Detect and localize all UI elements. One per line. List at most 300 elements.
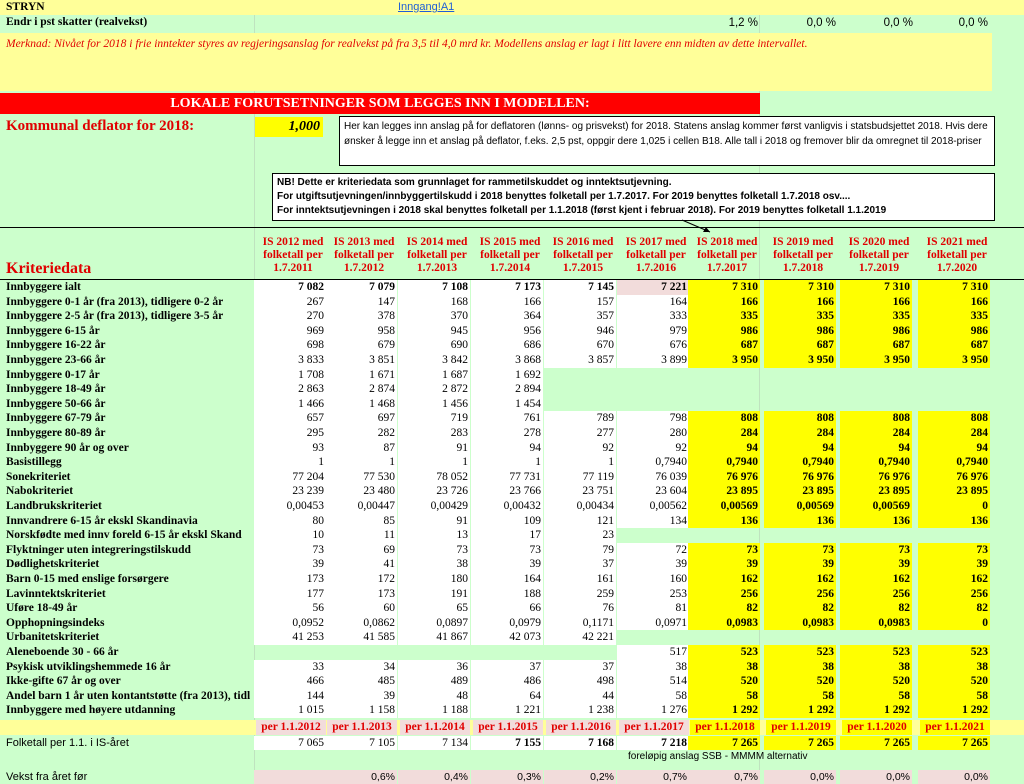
table-cell[interactable]: 76 976 <box>764 470 836 485</box>
table-cell[interactable]: 94 <box>840 441 912 456</box>
table-cell[interactable]: 60 <box>325 601 397 616</box>
table-cell[interactable]: 7 310 <box>688 280 760 295</box>
table-cell[interactable]: 37 <box>544 557 616 572</box>
table-cell[interactable]: 168 <box>398 295 470 310</box>
table-cell[interactable] <box>688 368 760 383</box>
table-cell[interactable]: 162 <box>918 572 990 587</box>
table-cell[interactable]: 256 <box>688 587 760 602</box>
table-cell[interactable]: 177 <box>254 587 326 602</box>
table-cell[interactable]: 91 <box>398 441 470 456</box>
table-cell[interactable]: 1 <box>471 455 543 470</box>
table-cell[interactable]: 91 <box>398 514 470 529</box>
table-cell[interactable] <box>764 397 836 412</box>
table-cell[interactable]: 191 <box>398 587 470 602</box>
tax-value-2020[interactable]: 0,0 % <box>883 17 913 29</box>
table-cell[interactable]: 3 842 <box>398 353 470 368</box>
table-cell[interactable]: 0,1171 <box>544 616 616 631</box>
table-cell[interactable]: 136 <box>840 514 912 529</box>
table-cell[interactable]: 498 <box>544 674 616 689</box>
table-cell[interactable] <box>764 382 836 397</box>
table-cell[interactable]: 7 310 <box>918 280 990 295</box>
table-cell[interactable]: 364 <box>471 309 543 324</box>
table-cell[interactable]: 79 <box>544 543 616 558</box>
table-cell[interactable]: 1 292 <box>918 703 990 718</box>
folketall-cell[interactable]: 7 065 <box>254 736 326 751</box>
table-cell[interactable]: 48 <box>398 689 470 704</box>
table-cell[interactable]: 969 <box>254 324 326 339</box>
table-cell[interactable]: 485 <box>325 674 397 689</box>
tax-value-2018[interactable]: 1,2 % <box>728 17 758 29</box>
folketall-cell[interactable]: 7 218 <box>617 736 689 751</box>
table-cell[interactable]: 808 <box>764 411 836 426</box>
table-cell[interactable]: 73 <box>688 543 760 558</box>
deflator-input[interactable]: 1,000 <box>255 117 323 137</box>
table-cell[interactable]: 92 <box>617 441 689 456</box>
table-cell[interactable]: 166 <box>918 295 990 310</box>
table-cell[interactable]: 56 <box>254 601 326 616</box>
folketall-cell[interactable]: 7 134 <box>398 736 470 751</box>
table-cell[interactable]: 1 466 <box>254 397 326 412</box>
table-cell[interactable]: 378 <box>325 309 397 324</box>
table-cell[interactable]: 253 <box>617 587 689 602</box>
table-cell[interactable]: 256 <box>918 587 990 602</box>
table-cell[interactable]: 85 <box>325 514 397 529</box>
table-cell[interactable] <box>398 645 470 660</box>
table-cell[interactable]: 69 <box>325 543 397 558</box>
table-cell[interactable]: 3 899 <box>617 353 689 368</box>
table-cell[interactable]: 259 <box>544 587 616 602</box>
table-cell[interactable]: 42 221 <box>544 630 616 645</box>
table-cell[interactable]: 335 <box>840 309 912 324</box>
table-cell[interactable]: 687 <box>918 338 990 353</box>
table-cell[interactable]: 173 <box>325 587 397 602</box>
table-cell[interactable]: 284 <box>840 426 912 441</box>
table-cell[interactable] <box>918 397 990 412</box>
table-cell[interactable] <box>254 645 326 660</box>
table-cell[interactable]: 1 671 <box>325 368 397 383</box>
table-cell[interactable]: 7 221 <box>617 280 689 295</box>
table-cell[interactable]: 946 <box>544 324 616 339</box>
table-cell[interactable]: 136 <box>764 514 836 529</box>
table-cell[interactable]: 687 <box>840 338 912 353</box>
table-cell[interactable]: 58 <box>840 689 912 704</box>
table-cell[interactable] <box>544 645 616 660</box>
table-cell[interactable]: 147 <box>325 295 397 310</box>
table-cell[interactable]: 39 <box>764 557 836 572</box>
table-cell[interactable]: 256 <box>764 587 836 602</box>
table-cell[interactable]: 188 <box>471 587 543 602</box>
table-cell[interactable]: 23 895 <box>688 484 760 499</box>
table-cell[interactable]: 92 <box>544 441 616 456</box>
table-cell[interactable] <box>688 397 760 412</box>
table-cell[interactable] <box>544 397 616 412</box>
table-cell[interactable]: 94 <box>764 441 836 456</box>
table-cell[interactable]: 687 <box>688 338 760 353</box>
table-cell[interactable]: 38 <box>918 660 990 675</box>
table-cell[interactable]: 23 895 <box>918 484 990 499</box>
table-cell[interactable] <box>471 645 543 660</box>
table-cell[interactable]: 58 <box>918 689 990 704</box>
folketall-cell[interactable]: 7 265 <box>918 736 990 751</box>
table-cell[interactable]: 78 052 <box>398 470 470 485</box>
table-cell[interactable]: 73 <box>764 543 836 558</box>
table-cell[interactable]: 33 <box>254 660 326 675</box>
table-cell[interactable] <box>544 368 616 383</box>
table-cell[interactable]: 808 <box>918 411 990 426</box>
table-cell[interactable] <box>325 645 397 660</box>
table-cell[interactable]: 82 <box>918 601 990 616</box>
table-cell[interactable]: 157 <box>544 295 616 310</box>
table-cell[interactable]: 686 <box>471 338 543 353</box>
table-cell[interactable]: 958 <box>325 324 397 339</box>
table-cell[interactable]: 109 <box>471 514 543 529</box>
table-cell[interactable]: 3 950 <box>764 353 836 368</box>
table-cell[interactable]: 1 015 <box>254 703 326 718</box>
table-cell[interactable]: 0,00432 <box>471 499 543 514</box>
table-cell[interactable]: 136 <box>918 514 990 529</box>
table-cell[interactable]: 270 <box>254 309 326 324</box>
table-cell[interactable] <box>840 630 912 645</box>
table-cell[interactable]: 164 <box>617 295 689 310</box>
table-cell[interactable]: 13 <box>398 528 470 543</box>
folketall-cell[interactable]: 7 105 <box>325 736 397 751</box>
table-cell[interactable]: 335 <box>918 309 990 324</box>
table-cell[interactable]: 144 <box>254 689 326 704</box>
table-cell[interactable]: 36 <box>398 660 470 675</box>
table-cell[interactable]: 0,00562 <box>617 499 689 514</box>
table-cell[interactable]: 357 <box>544 309 616 324</box>
table-cell[interactable]: 77 731 <box>471 470 543 485</box>
table-cell[interactable]: 486 <box>471 674 543 689</box>
table-cell[interactable]: 41 867 <box>398 630 470 645</box>
table-cell[interactable]: 38 <box>764 660 836 675</box>
table-cell[interactable]: 23 751 <box>544 484 616 499</box>
table-cell[interactable]: 66 <box>471 601 543 616</box>
table-cell[interactable]: 134 <box>617 514 689 529</box>
table-cell[interactable]: 80 <box>254 514 326 529</box>
folketall-cell[interactable]: 7 155 <box>471 736 543 751</box>
table-cell[interactable]: 0,0979 <box>471 616 543 631</box>
table-cell[interactable]: 23 <box>544 528 616 543</box>
table-cell[interactable] <box>918 368 990 383</box>
table-cell[interactable]: 39 <box>918 557 990 572</box>
folketall-cell[interactable]: 7 168 <box>544 736 616 751</box>
table-cell[interactable]: 72 <box>617 543 689 558</box>
table-cell[interactable] <box>840 397 912 412</box>
table-cell[interactable]: 0,00569 <box>688 499 760 514</box>
table-cell[interactable]: 282 <box>325 426 397 441</box>
table-cell[interactable]: 986 <box>688 324 760 339</box>
table-cell[interactable]: 523 <box>918 645 990 660</box>
table-cell[interactable]: 1 692 <box>471 368 543 383</box>
folketall-cell[interactable]: 7 265 <box>840 736 912 751</box>
table-cell[interactable]: 7 082 <box>254 280 326 295</box>
table-cell[interactable]: 808 <box>688 411 760 426</box>
table-cell[interactable]: 58 <box>764 689 836 704</box>
table-cell[interactable]: 161 <box>544 572 616 587</box>
table-cell[interactable]: 520 <box>764 674 836 689</box>
table-cell[interactable] <box>918 528 990 543</box>
table-cell[interactable] <box>617 630 689 645</box>
table-cell[interactable]: 39 <box>254 557 326 572</box>
table-cell[interactable]: 0,7940 <box>840 455 912 470</box>
table-cell[interactable]: 687 <box>764 338 836 353</box>
table-cell[interactable] <box>617 368 689 383</box>
table-cell[interactable]: 38 <box>840 660 912 675</box>
table-cell[interactable]: 0,0862 <box>325 616 397 631</box>
table-cell[interactable]: 37 <box>471 660 543 675</box>
table-cell[interactable]: 166 <box>471 295 543 310</box>
table-cell[interactable]: 173 <box>254 572 326 587</box>
table-cell[interactable]: 945 <box>398 324 470 339</box>
table-cell[interactable]: 0 <box>918 616 990 631</box>
table-cell[interactable]: 3 833 <box>254 353 326 368</box>
table-cell[interactable]: 2 894 <box>471 382 543 397</box>
table-cell[interactable]: 81 <box>617 601 689 616</box>
table-cell[interactable]: 39 <box>617 557 689 572</box>
table-cell[interactable]: 2 874 <box>325 382 397 397</box>
table-cell[interactable]: 93 <box>254 441 326 456</box>
table-cell[interactable]: 38 <box>688 660 760 675</box>
table-cell[interactable]: 94 <box>688 441 760 456</box>
table-cell[interactable]: 58 <box>688 689 760 704</box>
table-cell[interactable]: 0,0983 <box>764 616 836 631</box>
table-cell[interactable]: 3 857 <box>544 353 616 368</box>
table-cell[interactable]: 0 <box>918 499 990 514</box>
table-cell[interactable]: 986 <box>764 324 836 339</box>
table-cell[interactable]: 283 <box>398 426 470 441</box>
table-cell[interactable]: 162 <box>840 572 912 587</box>
table-cell[interactable]: 3 950 <box>918 353 990 368</box>
table-cell[interactable]: 41 253 <box>254 630 326 645</box>
table-cell[interactable]: 676 <box>617 338 689 353</box>
table-cell[interactable]: 87 <box>325 441 397 456</box>
table-cell[interactable]: 1 238 <box>544 703 616 718</box>
table-cell[interactable]: 0,0971 <box>617 616 689 631</box>
table-cell[interactable] <box>688 630 760 645</box>
table-cell[interactable]: 77 530 <box>325 470 397 485</box>
table-cell[interactable]: 0,7940 <box>764 455 836 470</box>
table-cell[interactable]: 94 <box>471 441 543 456</box>
table-cell[interactable]: 76 039 <box>617 470 689 485</box>
table-cell[interactable]: 1 708 <box>254 368 326 383</box>
table-cell[interactable]: 82 <box>840 601 912 616</box>
table-cell[interactable]: 280 <box>617 426 689 441</box>
table-cell[interactable] <box>688 382 760 397</box>
table-cell[interactable]: 679 <box>325 338 397 353</box>
table-cell[interactable]: 719 <box>398 411 470 426</box>
table-cell[interactable]: 7 108 <box>398 280 470 295</box>
table-cell[interactable]: 514 <box>617 674 689 689</box>
table-cell[interactable]: 164 <box>471 572 543 587</box>
table-cell[interactable]: 1 158 <box>325 703 397 718</box>
table-cell[interactable]: 284 <box>688 426 760 441</box>
table-cell[interactable]: 1 <box>325 455 397 470</box>
table-cell[interactable]: 136 <box>688 514 760 529</box>
table-cell[interactable] <box>840 528 912 543</box>
table-cell[interactable]: 44 <box>544 689 616 704</box>
table-cell[interactable]: 73 <box>254 543 326 558</box>
table-cell[interactable]: 1 468 <box>325 397 397 412</box>
table-cell[interactable] <box>544 382 616 397</box>
table-cell[interactable] <box>617 528 689 543</box>
table-cell[interactable]: 697 <box>325 411 397 426</box>
table-cell[interactable]: 690 <box>398 338 470 353</box>
table-cell[interactable]: 277 <box>544 426 616 441</box>
table-cell[interactable]: 82 <box>688 601 760 616</box>
table-cell[interactable]: 7 173 <box>471 280 543 295</box>
table-cell[interactable]: 1 <box>398 455 470 470</box>
table-cell[interactable]: 0,00569 <box>764 499 836 514</box>
table-cell[interactable]: 3 851 <box>325 353 397 368</box>
table-cell[interactable]: 41 <box>325 557 397 572</box>
table-cell[interactable] <box>764 630 836 645</box>
table-cell[interactable]: 267 <box>254 295 326 310</box>
table-cell[interactable]: 23 726 <box>398 484 470 499</box>
table-cell[interactable]: 73 <box>398 543 470 558</box>
table-cell[interactable]: 23 239 <box>254 484 326 499</box>
table-cell[interactable]: 121 <box>544 514 616 529</box>
table-cell[interactable]: 986 <box>918 324 990 339</box>
table-cell[interactable]: 1 276 <box>617 703 689 718</box>
table-cell[interactable]: 76 976 <box>688 470 760 485</box>
table-cell[interactable]: 256 <box>840 587 912 602</box>
table-cell[interactable]: 65 <box>398 601 470 616</box>
table-cell[interactable] <box>840 368 912 383</box>
link-inngang[interactable]: Inngang!A1 <box>398 1 455 13</box>
table-cell[interactable]: 23 895 <box>764 484 836 499</box>
table-cell[interactable]: 38 <box>398 557 470 572</box>
table-cell[interactable]: 73 <box>471 543 543 558</box>
table-cell[interactable]: 180 <box>398 572 470 587</box>
table-cell[interactable]: 523 <box>764 645 836 660</box>
table-cell[interactable]: 39 <box>688 557 760 572</box>
table-cell[interactable]: 7 310 <box>840 280 912 295</box>
table-cell[interactable]: 489 <box>398 674 470 689</box>
table-cell[interactable]: 39 <box>325 689 397 704</box>
table-cell[interactable]: 23 766 <box>471 484 543 499</box>
table-cell[interactable]: 2 872 <box>398 382 470 397</box>
table-cell[interactable]: 23 604 <box>617 484 689 499</box>
table-cell[interactable]: 0,7940 <box>918 455 990 470</box>
table-cell[interactable]: 284 <box>918 426 990 441</box>
table-cell[interactable]: 37 <box>544 660 616 675</box>
table-cell[interactable]: 3 950 <box>688 353 760 368</box>
table-cell[interactable]: 172 <box>325 572 397 587</box>
table-cell[interactable]: 34 <box>325 660 397 675</box>
table-cell[interactable] <box>840 382 912 397</box>
table-cell[interactable]: 166 <box>840 295 912 310</box>
table-cell[interactable]: 166 <box>764 295 836 310</box>
table-cell[interactable]: 979 <box>617 324 689 339</box>
table-cell[interactable]: 23 480 <box>325 484 397 499</box>
table-cell[interactable]: 517 <box>617 645 689 660</box>
table-cell[interactable]: 698 <box>254 338 326 353</box>
table-cell[interactable]: 7 145 <box>544 280 616 295</box>
folketall-cell[interactable]: 7 265 <box>688 736 760 751</box>
tax-value-2019[interactable]: 0,0 % <box>806 17 836 29</box>
table-cell[interactable]: 335 <box>688 309 760 324</box>
table-cell[interactable]: 1 292 <box>764 703 836 718</box>
table-cell[interactable] <box>764 528 836 543</box>
table-cell[interactable]: 295 <box>254 426 326 441</box>
table-cell[interactable]: 370 <box>398 309 470 324</box>
table-cell[interactable] <box>764 368 836 383</box>
table-cell[interactable]: 1 454 <box>471 397 543 412</box>
table-cell[interactable]: 0,0983 <box>840 616 912 631</box>
table-cell[interactable]: 39 <box>471 557 543 572</box>
table-cell[interactable]: 0,00434 <box>544 499 616 514</box>
table-cell[interactable]: 11 <box>325 528 397 543</box>
table-cell[interactable]: 1 221 <box>471 703 543 718</box>
table-cell[interactable] <box>918 630 990 645</box>
table-cell[interactable]: 657 <box>254 411 326 426</box>
table-cell[interactable]: 1 292 <box>688 703 760 718</box>
table-cell[interactable]: 77 119 <box>544 470 616 485</box>
table-cell[interactable]: 0,00453 <box>254 499 326 514</box>
table-cell[interactable]: 64 <box>471 689 543 704</box>
table-cell[interactable] <box>688 528 760 543</box>
table-cell[interactable]: 38 <box>617 660 689 675</box>
table-cell[interactable]: 808 <box>840 411 912 426</box>
table-cell[interactable]: 3 950 <box>840 353 912 368</box>
table-cell[interactable]: 520 <box>840 674 912 689</box>
folketall-cell[interactable]: 7 265 <box>764 736 836 751</box>
table-cell[interactable]: 76 976 <box>840 470 912 485</box>
table-cell[interactable]: 94 <box>918 441 990 456</box>
table-cell[interactable]: 17 <box>471 528 543 543</box>
table-cell[interactable]: 523 <box>688 645 760 660</box>
table-cell[interactable]: 7 310 <box>764 280 836 295</box>
table-cell[interactable]: 162 <box>688 572 760 587</box>
table-cell[interactable]: 0,00569 <box>840 499 912 514</box>
table-cell[interactable]: 0,00429 <box>398 499 470 514</box>
table-cell[interactable]: 761 <box>471 411 543 426</box>
table-cell[interactable]: 2 863 <box>254 382 326 397</box>
table-cell[interactable]: 1 292 <box>840 703 912 718</box>
table-cell[interactable]: 41 585 <box>325 630 397 645</box>
table-cell[interactable]: 0,0983 <box>688 616 760 631</box>
table-cell[interactable]: 166 <box>688 295 760 310</box>
table-cell[interactable]: 0,7940 <box>617 455 689 470</box>
table-cell[interactable] <box>918 382 990 397</box>
table-cell[interactable]: 39 <box>840 557 912 572</box>
table-cell[interactable]: 1 188 <box>398 703 470 718</box>
table-cell[interactable]: 10 <box>254 528 326 543</box>
table-cell[interactable]: 1 687 <box>398 368 470 383</box>
table-cell[interactable]: 278 <box>471 426 543 441</box>
table-cell[interactable]: 0,0897 <box>398 616 470 631</box>
table-cell[interactable]: 520 <box>918 674 990 689</box>
table-cell[interactable]: 333 <box>617 309 689 324</box>
table-cell[interactable]: 284 <box>764 426 836 441</box>
table-cell[interactable]: 3 868 <box>471 353 543 368</box>
table-cell[interactable]: 73 <box>918 543 990 558</box>
table-cell[interactable]: 986 <box>840 324 912 339</box>
table-cell[interactable]: 789 <box>544 411 616 426</box>
table-cell[interactable]: 58 <box>617 689 689 704</box>
table-cell[interactable]: 0,0952 <box>254 616 326 631</box>
table-cell[interactable]: 7 079 <box>325 280 397 295</box>
table-cell[interactable]: 76 976 <box>918 470 990 485</box>
table-cell[interactable]: 670 <box>544 338 616 353</box>
table-cell[interactable]: 76 <box>544 601 616 616</box>
table-cell[interactable]: 160 <box>617 572 689 587</box>
table-cell[interactable]: 0,00447 <box>325 499 397 514</box>
table-cell[interactable]: 42 073 <box>471 630 543 645</box>
table-cell[interactable] <box>617 382 689 397</box>
table-cell[interactable]: 466 <box>254 674 326 689</box>
